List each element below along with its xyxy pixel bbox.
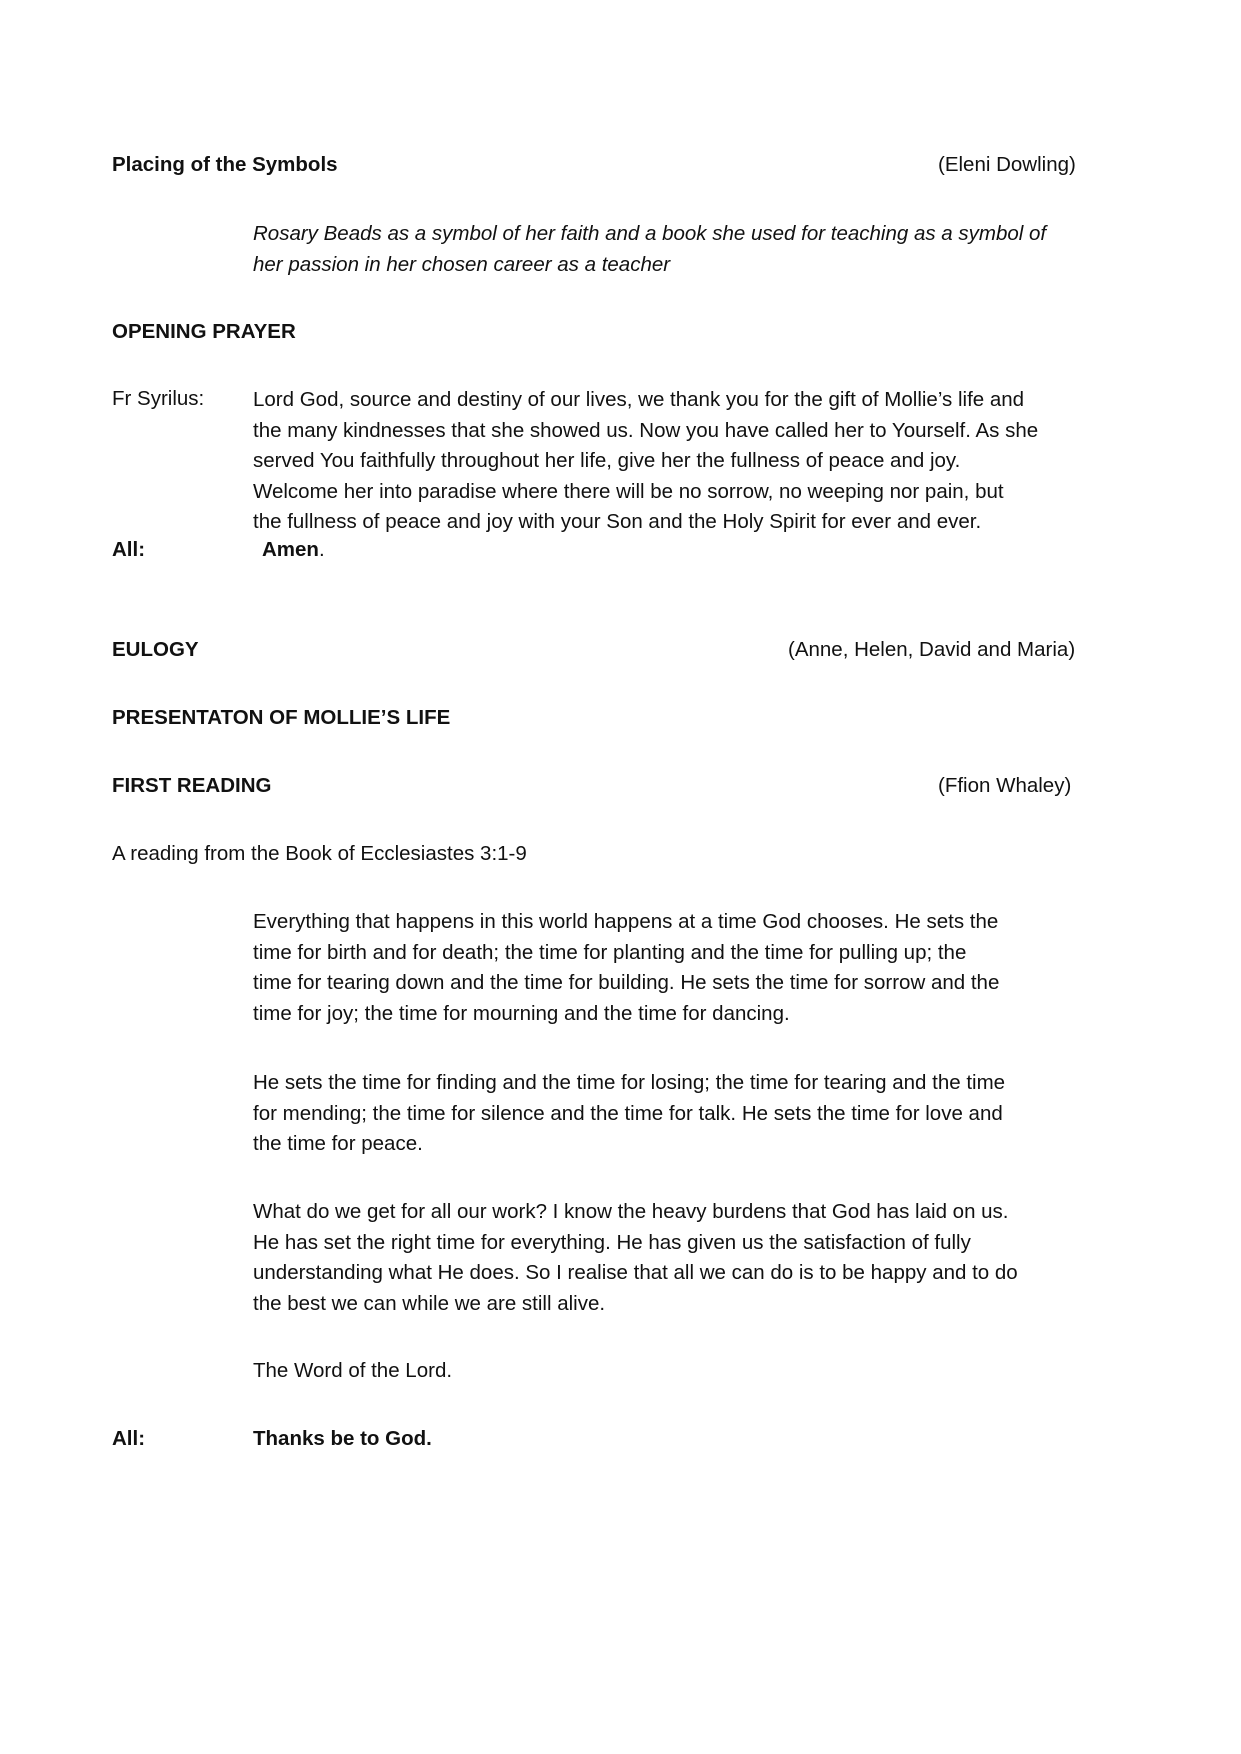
prayer-line: the many kindnesses that she showed us. Now you have called her to Yourself. As she [253, 418, 1039, 442]
reading-line: the best we can while we are still alive. [253, 1291, 606, 1315]
reading-paragraph-3 [253, 1197, 1133, 1319]
reading-line: He sets the time for finding and the time for losing; the time for tearing and the time [253, 1071, 1006, 1094]
prayer-response [262, 538, 325, 562]
reading-paragraph-2 [253, 1068, 1133, 1160]
opening-prayer-text [253, 385, 1133, 538]
symbols-credit: (Eleni Dowling) [938, 153, 1076, 176]
prayer-response-speaker: All: [112, 538, 146, 561]
reading-closing: The Word of the Lord. [253, 1359, 453, 1382]
reading-response-speaker: All: [112, 1427, 146, 1450]
first-reading-credit: (Ffion Whaley) [938, 774, 1072, 797]
reading-paragraph-1 [253, 907, 1133, 1029]
opening-prayer-speaker: Fr Syrilus: [112, 387, 205, 410]
reading-line: time for joy; the time for mourning and the time for dancing. [253, 1001, 790, 1025]
reading-line: He has set the right time for everything. He has given us the satisfaction of fully [253, 1230, 971, 1254]
reading-line: for mending; the time for silence and the time for talk. He sets the time for love and [253, 1101, 1003, 1125]
prayer-line: Lord God, source and destiny of our lives, we thank you for the gift of Mollie’s life and [253, 388, 1025, 411]
prayer-response-period: . [318, 538, 325, 561]
symbols-description-line: Rosary Beads as a symbol of her faith and a book she used for teaching as a symbol of [253, 222, 1047, 245]
symbols-description [253, 219, 1133, 280]
reading-source: A reading from the Book of Ecclesiastes 3:1-9 [112, 842, 527, 865]
reading-line: Everything that happens in this world happens at a time God chooses. He sets the [253, 910, 999, 933]
symbols-description-line: her passion in her chosen career as a teacher [253, 252, 671, 276]
first-reading-heading: FIRST READING [112, 774, 272, 797]
reading-line: the time for peace. [253, 1132, 423, 1155]
prayer-line: Welcome her into paradise where there will be no sorrow, no weeping nor pain, but [253, 479, 1004, 503]
eulogy-credit: (Anne, Helen, David and Maria) [788, 638, 1076, 661]
reading-line: time for birth and for death; the time for planting and the time for pulling up; the [253, 940, 967, 964]
reading-line: time for tearing down and the time for building. He sets the time for sorrow and the [253, 971, 1000, 994]
reading-line: understanding what He does. So I realise that all we can do is to be happy and to do [253, 1261, 1018, 1284]
presentation-heading: PRESENTATON OF MOLLIE’S LIFE [112, 706, 451, 729]
reading-response: Thanks be to God. [253, 1427, 432, 1450]
eulogy-heading: EULOGY [112, 638, 199, 661]
reading-line: What do we get for all our work? I know the heavy burdens that God has laid on us. [253, 1200, 1009, 1223]
prayer-line: the fullness of peace and joy with your Son and the Holy Spirit for ever and ever. [253, 510, 982, 533]
opening-prayer-heading: OPENING PRAYER [112, 320, 296, 343]
symbols-heading: Placing of the Symbols [112, 153, 338, 176]
prayer-response-amen: Amen [262, 538, 319, 561]
prayer-line: served You faithfully throughout her life, give her the fullness of peace and joy. [253, 449, 961, 472]
